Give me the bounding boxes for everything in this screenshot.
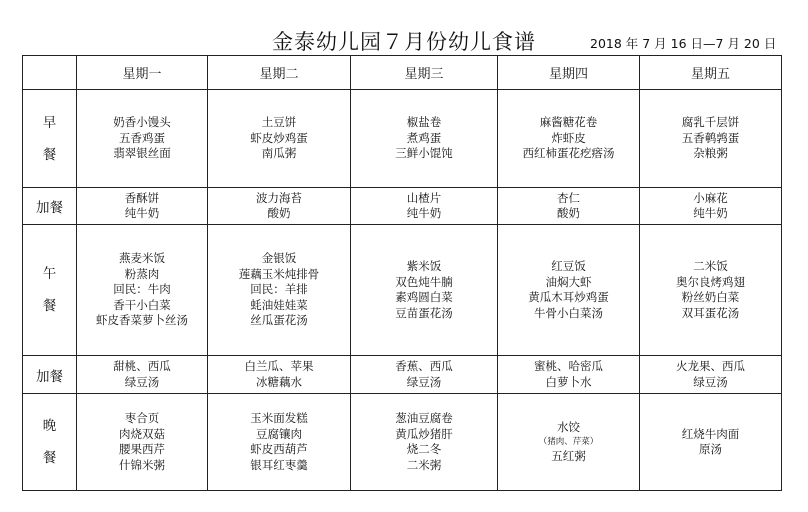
dish: 丝瓜蛋花汤 [250, 313, 308, 328]
dish: 土豆饼 [261, 115, 297, 130]
dish: 黄瓜炒猪肝 [395, 426, 453, 441]
dish: 粉蒸肉 [124, 266, 160, 281]
menu-cell [640, 225, 782, 356]
dish: 双色炖牛腩 [395, 274, 453, 289]
menu-cell [498, 356, 640, 394]
dish: 回民：牛肉 [113, 282, 171, 297]
dish: 素鸡圆白菜 [395, 290, 453, 304]
dish: 五红粥 [551, 449, 586, 463]
dish: 纯牛奶 [124, 206, 160, 220]
dish: 二米饭 [693, 259, 728, 273]
dish: 烧二冬 [406, 442, 442, 456]
dish: 红烧牛肉面 [681, 426, 740, 441]
dish: 五香鹌鹑蛋 [681, 130, 740, 145]
menu-cell [77, 394, 208, 491]
dish: 双耳蛋花汤 [681, 305, 740, 320]
menu-cell [77, 225, 208, 356]
table-row-dinner [23, 394, 782, 491]
date-range: 2018 年 7 月 16 日—7 月 20 日 [590, 36, 777, 51]
dish: 虾皮炒鸡蛋 [250, 130, 308, 145]
dish: 纯牛奶 [693, 206, 728, 220]
dish: 冰糖藕水 [256, 374, 302, 389]
menu-cell [498, 188, 640, 225]
dish: 奥尔良烤鸡翅 [676, 274, 745, 289]
menu-cell [351, 90, 498, 188]
dish: 杏仁 [557, 190, 580, 205]
menu-cell [77, 188, 208, 225]
menu-cell [208, 225, 351, 356]
dish: 西红柿蛋花疙瘩汤 [522, 146, 615, 161]
menu-cell [351, 225, 498, 356]
dish: 煮鸡蛋 [406, 130, 442, 145]
menu-cell [498, 225, 640, 356]
meal-label-dinner: 晚 餐 [23, 394, 77, 491]
dish: 腰果西芹 [119, 442, 165, 456]
dish: 虾皮西葫芦 [250, 442, 308, 456]
menu-cell [351, 356, 498, 394]
dish: 葱油豆腐卷 [395, 411, 453, 425]
dish: 麻酱糖花卷 [539, 115, 598, 130]
dish: 奶香小馒头 [113, 115, 171, 130]
day-header: 星期一 [77, 56, 208, 90]
dish: 回民：羊排 [250, 282, 308, 297]
dish: 玉米面发糕 [250, 411, 308, 425]
dish: 牛骨小白菜汤 [534, 305, 603, 320]
dish: 豆苗蛋花汤 [395, 305, 453, 320]
table-header-row [23, 56, 782, 90]
menu-cell [208, 90, 351, 188]
menu-cell [208, 188, 351, 225]
dish: 蚝油娃娃菜 [250, 297, 308, 312]
dish: 莲藕玉米炖排骨 [238, 266, 320, 281]
dish: 酸奶 [557, 206, 580, 220]
dish: 水饺 [557, 419, 580, 434]
menu-cell [498, 90, 640, 188]
meal-label-snack: 加餐 [23, 188, 77, 225]
table-row-morning-snack [23, 188, 782, 225]
menu-cell [351, 394, 498, 491]
dish: 五香鸡蛋 [119, 130, 165, 145]
menu-cell [351, 188, 498, 225]
dish: 炸虾皮 [551, 130, 586, 145]
menu-cell [77, 356, 208, 394]
dish: 杂粮粥 [693, 146, 728, 161]
dish: 黄瓜木耳炒鸡蛋 [528, 290, 609, 304]
dish: 南瓜粥 [261, 146, 297, 161]
dish: 紫米饭 [406, 259, 442, 273]
dish: 粉丝奶白菜 [681, 290, 740, 304]
dish: 酸奶 [267, 206, 291, 220]
dish: 枣合页 [124, 411, 160, 425]
menu-cell [640, 394, 782, 491]
menu-cell [208, 356, 351, 394]
menu-cell [77, 90, 208, 188]
dish: 香干小白菜 [113, 297, 171, 312]
day-header: 星期二 [208, 56, 351, 90]
menu-table [22, 55, 782, 491]
dish-note: （猪肉、芹菜） [538, 437, 599, 447]
dish: 原汤 [699, 442, 722, 456]
day-header: 星期三 [351, 56, 498, 90]
meal-label-snack: 加餐 [23, 356, 77, 394]
menu-cell [640, 188, 782, 225]
menu-cell [640, 356, 782, 394]
dish: 绿豆汤 [693, 374, 728, 389]
dish: 什锦米粥 [119, 457, 165, 472]
meal-label-lunch: 午 餐 [23, 225, 77, 356]
meal-label-breakfast: 早 餐 [23, 90, 77, 188]
day-header: 星期五 [640, 56, 782, 90]
day-header: 星期四 [498, 56, 640, 90]
dish: 油焖大虾 [545, 274, 592, 289]
dish: 波力海苔 [256, 190, 302, 205]
dish: 小麻花 [693, 190, 728, 205]
dish: 肉烧双菇 [119, 426, 165, 441]
dish: 甜桃、西瓜 [113, 359, 171, 373]
table-row-breakfast [23, 90, 782, 188]
dish: 豆腐镶肉 [256, 426, 302, 441]
dish: 椒盐卷 [406, 115, 442, 130]
corner-cell [23, 56, 77, 90]
dish: 绿豆汤 [124, 374, 160, 389]
dish: 燕麦米饭 [119, 251, 165, 266]
dish: 虾皮香菜萝卜丝汤 [96, 313, 188, 328]
page-title: 金泰幼儿园７月份幼儿食谱 [272, 30, 536, 54]
dish: 银耳红枣羹 [250, 457, 308, 472]
dish: 二米粥 [406, 457, 442, 472]
dish: 翡翠银丝面 [113, 146, 171, 161]
dish: 白兰瓜、苹果 [244, 359, 314, 373]
dish: 香蕉、西瓜 [395, 359, 453, 373]
dish: 火龙果、西瓜 [676, 359, 745, 373]
menu-cell [640, 90, 782, 188]
dish: 腐乳千层饼 [681, 115, 740, 130]
dish: 香酥饼 [124, 190, 160, 205]
table-row-afternoon-snack [23, 356, 782, 394]
dish: 白萝卜水 [545, 374, 592, 389]
dish: 三鲜小馄饨 [395, 146, 453, 161]
dish: 纯牛奶 [406, 206, 442, 220]
table-row-lunch [23, 225, 782, 356]
dish: 山楂片 [406, 190, 442, 205]
dish: 金银饭 [261, 251, 297, 266]
dish: 绿豆汤 [406, 374, 442, 389]
dish: 蜜桃、哈密瓜 [534, 359, 603, 373]
dish: 红豆饭 [551, 259, 586, 273]
menu-cell [498, 394, 640, 491]
menu-cell [208, 394, 351, 491]
